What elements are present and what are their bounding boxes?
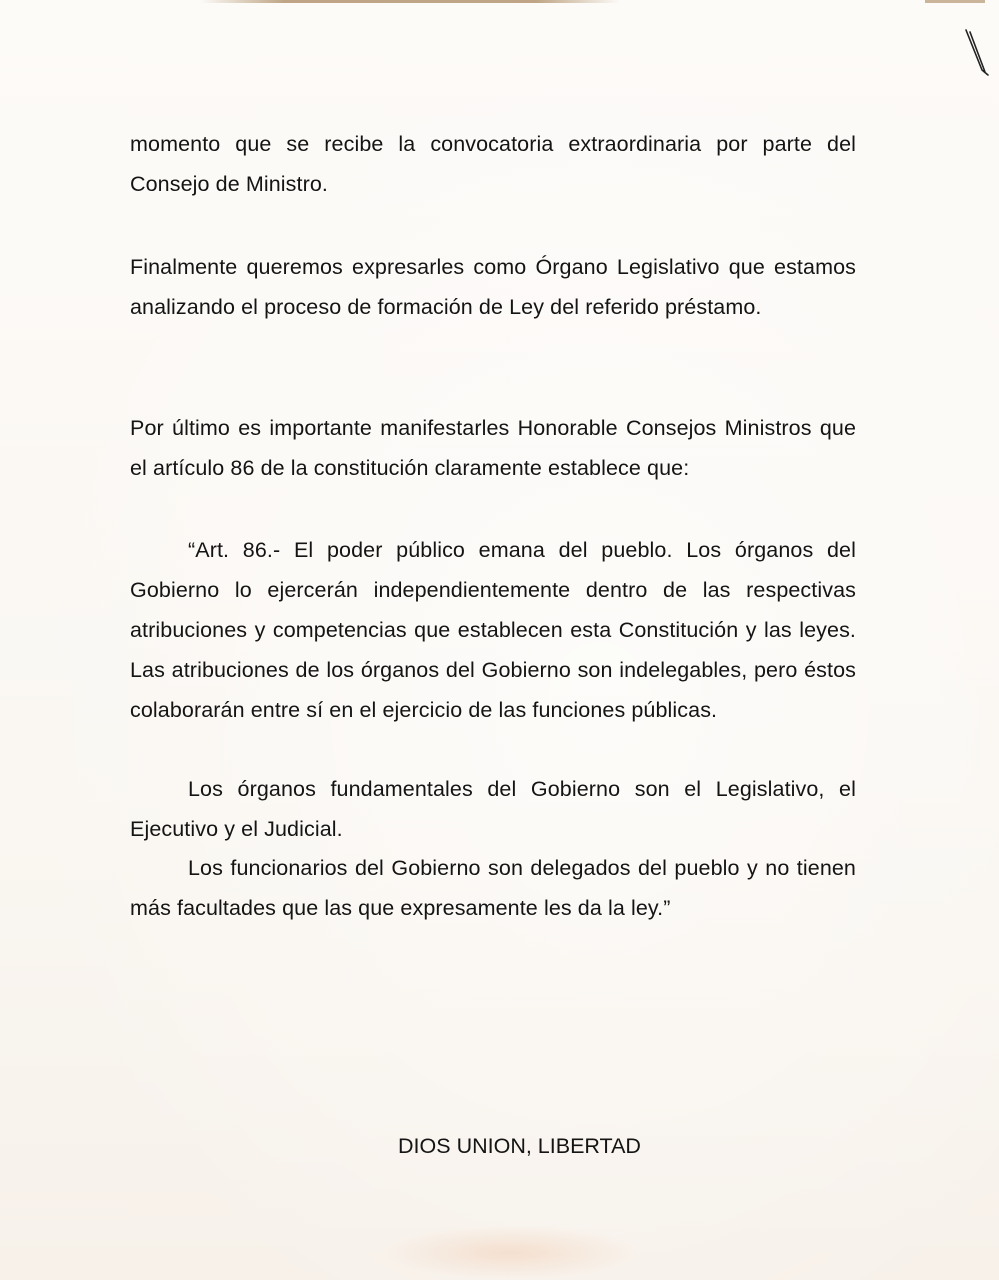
closing-motto: DIOS UNION, LIBERTAD xyxy=(398,1134,641,1158)
page-edge-shadow-right xyxy=(925,0,985,3)
article-86-quote-part-2: Los órganos fundamentales del Gobierno son el Legislativo, el Ejecutivo y el Judicial. xyxy=(130,777,856,841)
paragraph-2: Finalmente queremos expresarles como Órgano Legislativo que estamos analizando el proceso de formación de Ley del referido préstamo. xyxy=(130,255,856,319)
article-86-quote-part-1: “Art. 86.- El poder público emana del pueblo. Los órganos del Gobierno lo ejercerán independientemente dentro de las respectivas atribuciones y competencias que establecen esta Constitución y las leyes. Las atribuciones de los órganos del Gobierno son indelegables, pero éstos colaborarán entre sí en el ejercicio de las funciones públicas. xyxy=(130,538,856,722)
article-86-quote-part-3: Los funcionarios del Gobierno son delegados del pueblo y no tienen más facultades que las que expresamente les da la ley.” xyxy=(130,856,856,920)
paper-stain xyxy=(380,1225,640,1280)
paragraph-3: Por último es importante manifestarles Honorable Consejos Ministros que el artículo 86 de la constitución claramente establece que: xyxy=(130,416,856,480)
pen-stroke-mark xyxy=(958,28,998,78)
page-edge-shadow xyxy=(200,0,620,3)
paragraph-1: momento que se recibe la convocatoria extraordinaria por parte del Consejo de Ministro. xyxy=(130,132,856,196)
